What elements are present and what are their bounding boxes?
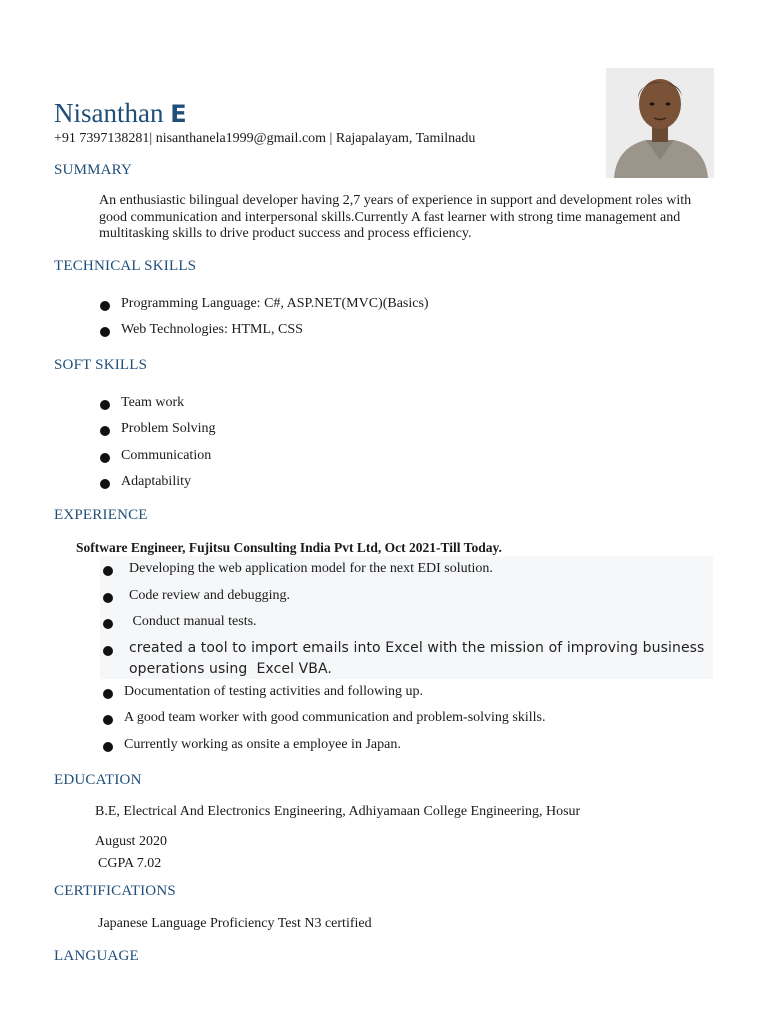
profile-photo-image	[606, 68, 714, 178]
experience-text: Currently working as onsite a employee in Japan.	[124, 737, 401, 752]
language-heading: LANGUAGE	[54, 948, 139, 964]
experience-text: Conduct manual tests.	[129, 614, 257, 629]
list-item	[0, 710, 768, 730]
summary-line: An enthusiastic bilingual developer having 2,7 years of experience in support and development roles with	[99, 193, 692, 208]
profile-photo	[606, 68, 714, 178]
list-item	[0, 474, 768, 494]
bullet-icon	[100, 327, 110, 337]
skill-text: Programming Language: C#, ASP.NET(MVC)(Basics)	[121, 296, 429, 311]
skill-text: Problem Solving	[121, 421, 216, 436]
list-item	[0, 640, 768, 660]
bullet-icon	[100, 453, 110, 463]
list-item	[0, 296, 768, 316]
bullet-icon	[100, 426, 110, 436]
bullet-icon	[100, 301, 110, 311]
experience-text: Documentation of testing activities and following up.	[124, 684, 423, 699]
bullet-icon	[100, 479, 110, 489]
bullet-icon	[103, 715, 113, 725]
summary-paragraph	[99, 193, 699, 243]
summary-heading: SUMMARY	[54, 162, 133, 178]
certification-item: Japanese Language Proficiency Test N3 certified	[98, 916, 372, 931]
contact-line: +91 7397138281| nisanthanela1999@gmail.com | Rajapalayam, Tamilnadu	[54, 131, 476, 146]
bullet-icon	[103, 566, 113, 576]
education-date: August 2020	[95, 834, 167, 849]
education-cgpa: CGPA 7.02	[98, 856, 162, 871]
experience-text: Code review and debugging.	[129, 588, 290, 603]
education-heading: EDUCATION	[54, 772, 142, 788]
list-item	[0, 614, 768, 634]
bullet-icon	[103, 593, 113, 603]
education-degree: B.E, Electrical And Electronics Engineering, Adhiyamaan College Engineering, Hosur	[95, 804, 581, 819]
bullet-icon	[103, 646, 113, 656]
soft-skills-heading: SOFT SKILLS	[54, 357, 148, 373]
experience-text: A good team worker with good communication and problem-solving skills.	[124, 710, 546, 725]
summary-line: multitasking skills to drive product success and process efficiency.	[99, 226, 472, 241]
candidate-name	[54, 98, 187, 129]
experience-text: Developing the web application model for the next EDI solution.	[129, 561, 493, 576]
bullet-icon	[103, 742, 113, 752]
bullet-icon	[103, 689, 113, 699]
bullet-icon	[103, 619, 113, 629]
summary-line: good communication and interpersonal skills.Currently A fast learner with strong time management and	[99, 209, 681, 225]
experience-text: operations using Excel VBA.	[129, 661, 332, 677]
experience-heading: EXPERIENCE	[54, 507, 148, 523]
job-title: Software Engineer, Fujitsu Consulting India Pvt Ltd, Oct 2021-Till Today.	[76, 540, 502, 555]
skill-text: Web Technologies: HTML, CSS	[121, 322, 303, 337]
skill-text: Adaptability	[121, 474, 191, 489]
list-item	[0, 561, 768, 581]
list-item	[0, 737, 768, 757]
list-item	[0, 588, 768, 608]
list-item	[0, 684, 768, 704]
experience-text: created a tool to import emails into Excel with the mission of improving business	[129, 640, 705, 656]
skill-text: Communication	[121, 448, 212, 463]
name-main: Nisanthan	[54, 98, 164, 128]
list-item-continuation	[0, 661, 768, 681]
name-initial: E	[170, 100, 187, 128]
technical-skills-heading: TECHNICAL SKILLS	[54, 258, 197, 274]
skill-text: Team work	[121, 395, 185, 410]
list-item	[0, 395, 768, 415]
certifications-heading: CERTIFICATIONS	[54, 883, 176, 899]
bullet-icon	[100, 400, 110, 410]
list-item	[0, 322, 768, 342]
list-item	[0, 421, 768, 441]
list-item	[0, 448, 768, 468]
